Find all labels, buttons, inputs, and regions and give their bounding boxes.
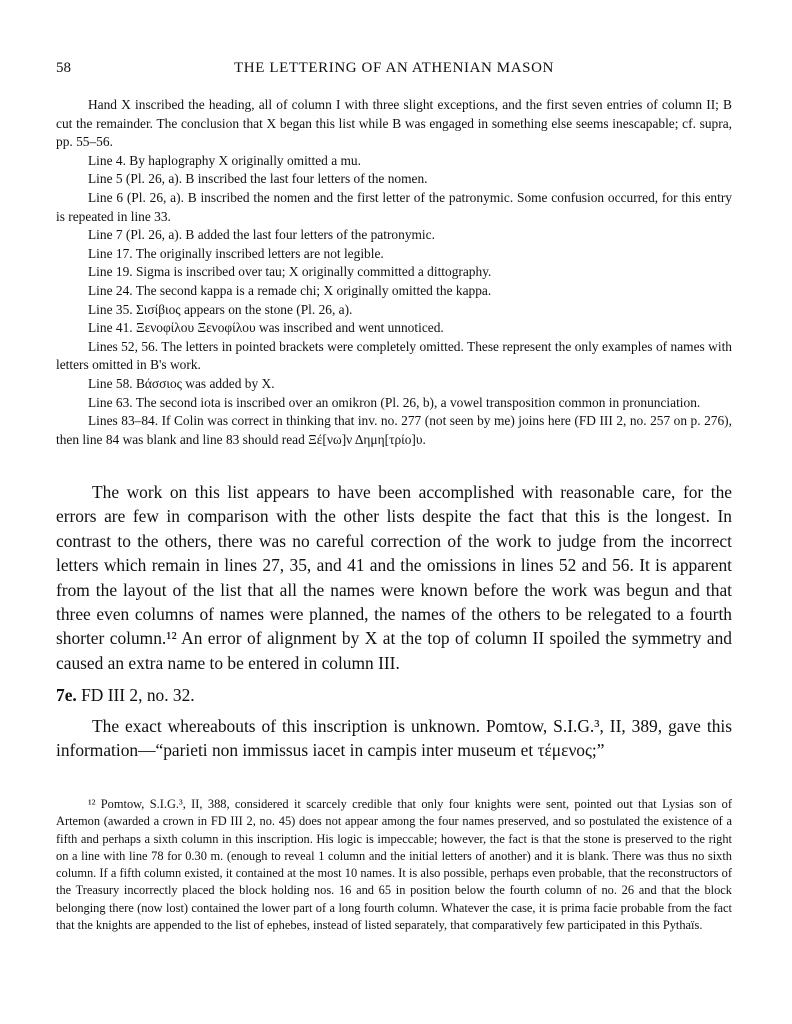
note-paragraph: Line 19. Sigma is inscribed over tau; X originally committed a dittography. bbox=[88, 264, 492, 280]
note-paragraph: Line 4. By haplography X originally omitted a mu. bbox=[88, 152, 361, 168]
section-title: FD III 2, no. 32. bbox=[81, 685, 195, 705]
running-title: THE LETTERING OF AN ATHENIAN MASON bbox=[234, 60, 554, 76]
footnote bbox=[56, 796, 732, 934]
note-paragraph: Line 5 (Pl. 26, a). B inscribed the last four letters of the nomen. bbox=[88, 171, 428, 187]
page-header bbox=[56, 60, 732, 82]
note-paragraph: Lines 52, 56. The letters in pointed brackets were completely omitted. These represent the only examples of names with letters omitted in B's work. bbox=[56, 338, 732, 373]
line-notes bbox=[56, 96, 732, 449]
note-paragraph: Line 7 (Pl. 26, a). B added the last four letters of the patronymic. bbox=[88, 227, 435, 243]
note-paragraph: Line 41. Ξενοφίλου Ξενοφίλου was inscribed and went unnoticed. bbox=[88, 320, 444, 336]
page-number: 58 bbox=[56, 60, 71, 76]
body-paragraph: The work on this list appears to have been accomplished with reasonable care, for the errors are few in comparison with the other lists despite the fact that this is the longest. In contrast to the others, there was no careful correction of the work to judge from the incorrect letters which remain in lines 27, 35, and 41 and the omissions in lines 52 and 56. It is apparent from the layout of the list that all the names were known before the work was begun and that three even columns of names were planned, the names of the others to be relegated to a fourth shorter column.¹² An error of alignment by X at the top of column II spoiled the symmetry and caused an extra name to be entered in column III. bbox=[56, 482, 732, 673]
note-paragraph: Lines 83–84. If Colin was correct in thinking that inv. no. 277 (not seen by me) joins here (FD III 2, no. 257 on p. 276), then line 84 was blank and line 83 should read Ξέ[νω]ν Δημη[τρίο]υ. bbox=[56, 413, 732, 447]
note-paragraph: Line 17. The originally inscribed letters are not legible. bbox=[88, 245, 384, 261]
note-paragraph: Line 6 (Pl. 26, a). B inscribed the nomen and the first letter of the patronymic. Some confusion occurred, for this entry is repeated in line 33. bbox=[56, 189, 732, 224]
section-heading bbox=[56, 685, 732, 706]
note-paragraph: Line 24. The second kappa is a remade chi; X originally omitted the kappa. bbox=[88, 282, 492, 298]
note-paragraph: Line 58. Βάσσιος was added by X. bbox=[88, 375, 275, 391]
note-paragraph: Hand X inscribed the heading, all of column I with three slight exceptions, and the first seven entries of column II; B cut the remainder. The conclusion that X began this list while B was engaged in something else seems inescapable; cf. supra, pp. 55–56. bbox=[56, 97, 732, 150]
body-text bbox=[56, 480, 732, 675]
note-paragraph: Line 35. Σισίβιος appears on the stone (Pl. 26, a). bbox=[88, 301, 353, 317]
section-body bbox=[56, 714, 732, 763]
footnote-text: ¹² Pomtow, S.I.G.³, II, 388, considered it scarcely credible that only four knights were sent, pointed out that Lysias son of Artemon (awarded a crown in FD III 2, no. 45) does not appear among the four names preserved, and so postulated the existence of a fifth and perhaps a sixth column in this inscription. His logic is impeccable; however, the fact is that the stone is preserved to the right on a line with line 78 for 0.30 m. (enough to reveal 1 column and the initial letters of another) and it is blank. There was thus no sixth column. If a fifth column existed, it contained at the most 10 names. It is also possible, perhaps even probable, that the reconstructors of the Treasury incorrectly placed the block holding nos. 16 and 65 in position below the fourth column of no. 26 and that the block belonging there (now lost) contained the lower part of a long fourth column. Whatever the case, it is prima facie probable from the fact that the knights are appended to the list of ephebes, instead of listed separately, that comparatively few participated in this Pythaïs. bbox=[56, 797, 732, 933]
section-number: 7e. bbox=[56, 685, 77, 705]
section-paragraph: The exact whereabouts of this inscription is unknown. Pomtow, S.I.G.³, II, 389, gave this information—“parieti non immissus iacet in campis inter museum et τέμενος;” bbox=[56, 716, 732, 761]
note-paragraph: Line 63. The second iota is inscribed over an omikron (Pl. 26, b), a vowel transposition common in pronunciation. bbox=[88, 394, 701, 410]
